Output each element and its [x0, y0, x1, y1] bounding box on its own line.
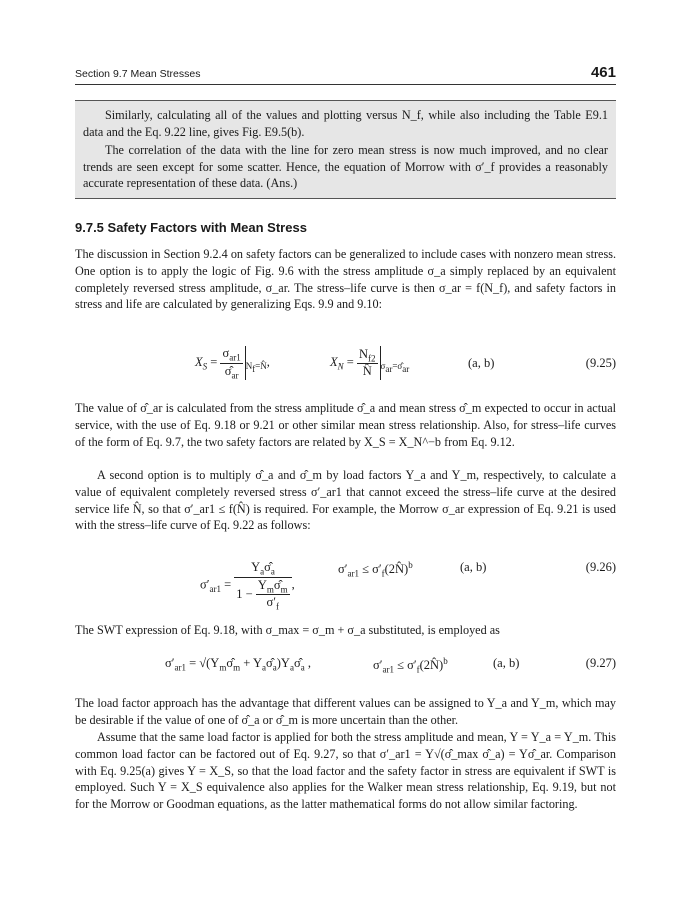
example-paragraph-2: The correlation of the data with the line for zero mean stress is now much improved, and no clear trends are seen except for some scatter. Hence, the equation of Morrow with σ′_f provides a reasonably accurate representation of these data. (Ans.)	[83, 143, 608, 190]
equation-9-27-number: (9.27)	[585, 656, 616, 670]
section-label: Section 9.7 Mean Stresses	[75, 68, 201, 80]
paragraph-value: The value of σ̂_ar is calculated from the stress amplitude σ̂_a and mean stress σ̂_m expected to occur in actual service, with the use of Eq. 9.18 or 9.21 or other similar mean stress relationship. Also, for stress–life curves of the form of Eq. 9.7, the two safety factors are related by X_S = X_N^−b from Eq. 9.12.	[75, 401, 616, 449]
equation-9-25-parts: (a, b)	[468, 356, 495, 370]
page-number: 461	[590, 64, 616, 81]
paragraph-intro: The discussion in Section 9.2.4 on safety factors can be generalized to include cases with nonzero mean stress. One option is to apply the logic of Fig. 9.6 with the stress amplitude σ_a simply replaced by an equivalent completely reversed stress amplitude, σ_ar. The stress–life curve is then σ_ar = f(N_f), and safety factors in stress and life are calculated by generalizing Eqs. 9.9 and 9.10:	[75, 247, 616, 312]
equation-9-25-number: (9.25)	[585, 356, 616, 370]
paragraph-second-option: A second option is to multiply σ̂_a and σ̂_m by load factors Y_a and Y_m, respectively, to calculate a value of equivalent completely reversed stress σ′_ar1 that cannot exceed the stress–life curve at the desired service life N̂, so that σ′_ar1 ≤ f(N̂) is required. For example, the Morrow σ_ar expression of Eq. 9.21 is used with the stress–life curve of Eq. 9.22 as follows:	[75, 468, 616, 533]
running-header	[75, 64, 616, 85]
equation-9-26-b: $\sigma'_{ar1}$ ≤ $\sigma'_f(2N̂)^b$	[338, 560, 413, 579]
example-box	[75, 100, 616, 199]
equation-9-26	[75, 548, 616, 610]
equation-9-27-b: $\sigma'_{ar1}$ ≤ $\sigma'_f(2N̂)^b$	[373, 656, 448, 675]
equation-9-26-a: $\sigma'_{ar1}$ = $Y_a\sigmâ_a$ 1 − $\frac{Y_m\sigmâ_m}{\sigma'_f}$ ,	[200, 560, 295, 612]
paragraph-load-factor: The load factor approach has the advantage that different values can be assigned to Y_a and Y_m, which may be desirable if the value of one of σ̂_a or σ̂_m is more uncertain than the other.	[75, 696, 616, 727]
paragraph-common-factor: Assume that the same load factor is applied for both the stress amplitude and mean, Y = Y_a = Y_m. This common load factor can be factored out of Eq. 9.27, so that σ′_ar1 = Y√(σ̂_max σ̂_a) = Yσ̂_ar. Comparison with Eq. 9.25(a) gives Y = X_S, so that the load factor and the safety factor in stress are equivalent if SWT is employed. Such Y = X_S equivalence also applies for the Walker mean stress relationship, Eq. 9.19, but not for the Morrow or Goodman equations, as the latter mathematical forms do not allow similar factoring.	[75, 730, 616, 812]
example-paragraph-1: Similarly, calculating all of the values and plotting versus N_f, while also including the Table E9.1 data and the Eq. 9.22 line, gives Fig. E9.5(b).	[83, 108, 608, 139]
equation-9-25-a: $X_S$ = $\frac{\sigma_{ar1}}{\sigmâ_{ar}}$ $_{N_f=N̂}$,	[195, 346, 270, 380]
equation-9-25-b: $X_N$ = $\frac{N_{f2}}{N̂}$ $_{\sigma_{ar}=\sigmâ_{ar}}$	[330, 346, 410, 379]
equation-9-27-a: $\sigma'_{ar1}$ = $√(Y_m\sigmâ_m$ + $Y_a\sigmâ_a)Y_a\sigmâ_a$ ,	[165, 656, 311, 673]
section-heading: 9.7.5 Safety Factors with Mean Stress	[75, 220, 307, 235]
equation-9-27-parts: (a, b)	[493, 656, 520, 670]
equation-9-26-parts: (a, b)	[460, 560, 487, 574]
equation-9-25	[75, 346, 616, 388]
equation-9-27	[75, 656, 616, 678]
paragraph-swt: The SWT expression of Eq. 9.18, with σ_max = σ_m + σ_a substituted, is employed as	[75, 623, 500, 637]
equation-9-26-number: (9.26)	[585, 560, 616, 574]
